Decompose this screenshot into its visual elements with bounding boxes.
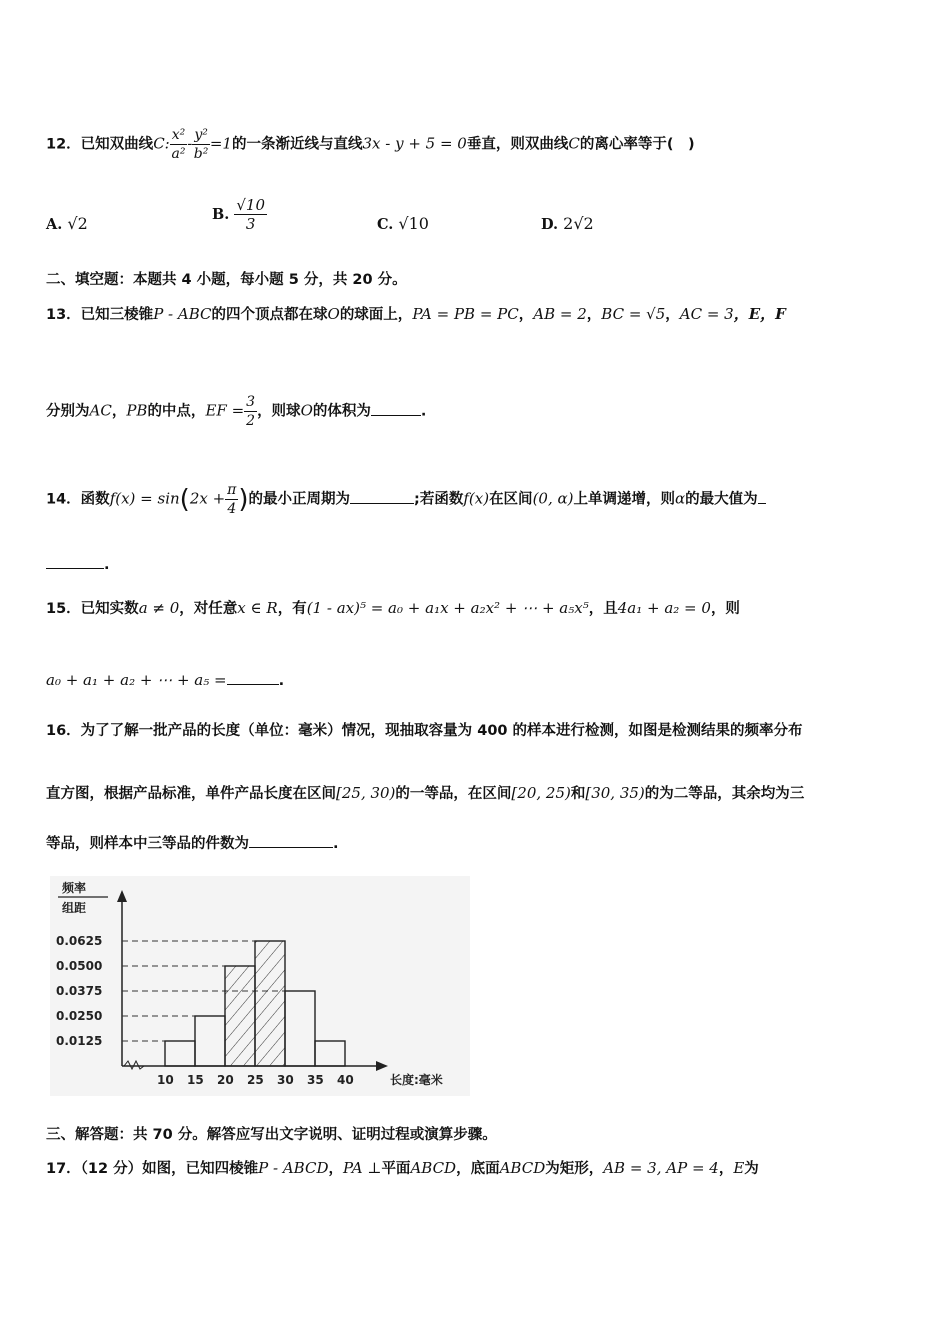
q16-line1: 16．为了了解一批产品的长度（单位：毫米）情况，现抽取容量为 400 的样本进行检测，如图是检测结果的频率分布: [46, 723, 803, 739]
y-axis-label-bottom: 组距: [62, 901, 87, 915]
q15-line2: a₀ + a₁ + a₂ + ⋯ + a₅ = .: [46, 671, 285, 689]
q12-tail1: 垂直，则双曲线: [466, 136, 569, 153]
q12-line: [46, 126, 695, 163]
q12-option-d: D. 2√2: [541, 214, 594, 233]
q14-answer-blank-1[interactable]: [350, 489, 414, 504]
x-tick-label: 20: [217, 1073, 234, 1087]
y-tick-label: 0.0125: [56, 1034, 103, 1048]
q12-number-text: 12．已知双曲线: [46, 136, 154, 153]
section2-heading: 二、填空题：本题共 4 小题，每小题 5 分，共 20 分。: [46, 272, 407, 288]
q12-minus: -: [187, 134, 193, 153]
q16-line2: 直方图，根据产品标准，单件产品长度在区间[25, 30)的一等品，在区间[20, 25)和[30, 35)的为二等品，其余均为三: [46, 784, 805, 802]
q12-curve-name: C:: [153, 134, 170, 153]
q12-tail2: 的离心率等于( ): [579, 136, 695, 153]
q12-eq-one: =1: [209, 134, 232, 153]
q13-answer-blank[interactable]: [371, 401, 421, 416]
q14-line2: .: [46, 554, 110, 575]
section3-heading: 三、解答题：共 70 分。解答应写出文字说明、证明过程或演算步骤。: [46, 1127, 497, 1143]
frequency-histogram: [50, 876, 470, 1096]
x-tick-label: 30: [277, 1073, 294, 1087]
q15-line1: 15．已知实数a ≠ 0，对任意x ∈ R，有(1 - ax)⁵ = a₀ + a₁x + a₂x² + ⋯ + a₅x⁵，且4a₁ + a₂ = 0，则: [46, 599, 740, 617]
q12-frac-x: $\frac{\text{x²}}{\text{a²}}$: [171, 127, 186, 162]
x-axis-label: 长度:毫米: [390, 1073, 443, 1087]
y-tick-label: 0.0625: [56, 934, 103, 948]
y-tick-label: 0.0250: [56, 1009, 103, 1023]
y-tick-label: 0.0500: [56, 959, 103, 973]
q12-option-a: A. √2: [46, 214, 88, 233]
x-tick-label: 25: [247, 1073, 264, 1087]
q17-line1: 17．（12 分）如图，已知四棱锥P - ABCD，PA ⊥平面ABCD，底面ABCD为矩形，AB = 3, AP = 4，E为: [46, 1159, 759, 1177]
q12-frac-y: $\frac{\text{y²}}{\text{b²}}$: [193, 127, 209, 162]
q12-line-equation: 3x - y + 5 = 0: [362, 134, 467, 153]
x-tick-label: 35: [307, 1073, 324, 1087]
q13-line1: 13．已知三棱锥P - ABC的四个顶点都在球O的球面上，PA = PB = PC，AB = 2，BC = √5，AC = 3，E，F: [46, 305, 786, 323]
y-tick-label: 0.0375: [56, 984, 103, 998]
q16-line3: 等品，则样本中三等品的件数为 .: [46, 833, 339, 854]
y-axis-label-top: 频率: [62, 881, 87, 895]
histogram-bar: [225, 966, 255, 1066]
q12-mid-text: 的一条渐近线与直线: [231, 136, 363, 153]
q12-c: C: [568, 134, 580, 153]
x-tick-label: 40: [337, 1073, 354, 1087]
x-tick-label: 15: [187, 1073, 204, 1087]
q14-line1: 14．函数f(x) = sin(2x + $\frac{\pi}{4}$ )的最小正周期为 ;若函数f(x)在区间(0, α)上单调递增，则α的最大值为: [46, 481, 766, 518]
x-tick-label: 10: [157, 1073, 174, 1087]
q13-line2: 分别为AC，PB的中点，EF = $\frac{3}{2}$ ，则球O的体积为 .: [46, 394, 427, 429]
q15-answer-blank[interactable]: [227, 670, 279, 685]
q14-answer-blank-2[interactable]: [46, 554, 104, 569]
q16-answer-blank[interactable]: [249, 833, 333, 848]
q12-option-b: B. $\frac{√10}{3}$: [212, 196, 266, 233]
histogram-bar: [255, 941, 285, 1066]
q12-option-c: C. √10: [377, 214, 429, 233]
